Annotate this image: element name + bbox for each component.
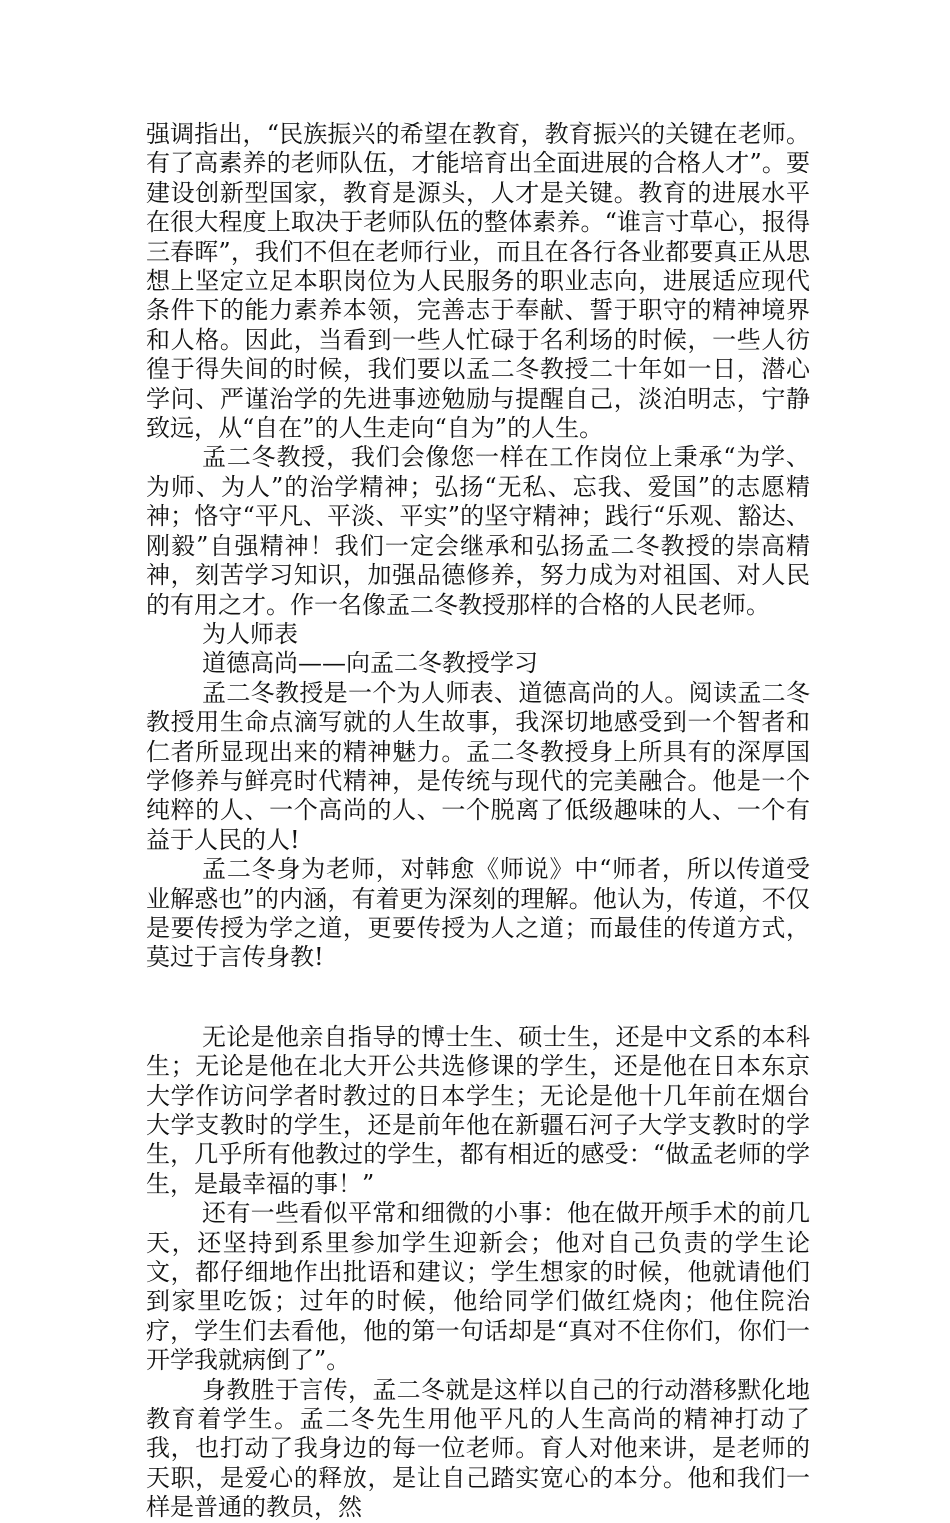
paragraph-4: 孟二冬身为老师，对韩愈《师说》中“师者，所以传道受业解惑也”的内涵，有着更为深刻的理解。他认为，传道，不仅是要传授为学之道，更要传授为人之道；而最佳的传道方式，莫过于言传身教!: [146, 855, 810, 972]
paragraph-5: 无论是他亲自指导的博士生、硕士生，还是中文系的本科生；无论是他在北大开公共选修课的学生，还是他在日本东京大学作访问学者时教过的日本学生；无论是他十几年前在烟台大学支教时的学生，还是前年他在新疆石河子大学支教时的学生，几乎所有他教过的学生，都有相近的感受：“做孟老师的学生，是最幸福的事！”: [146, 1022, 810, 1198]
paragraph-1: 强调指出，“民族振兴的希望在教育，教育振兴的关键在老师。有了高素养的老师队伍，才能培育出全面进展的合格人才”。要建设创新型国家，教育是源头，人才是关键。教育的进展水平在很大程度上取决于老师队伍的整体素养。“谁言寸草心，报得三春晖”，我们不但在老师行业，而且在各行各业都要真正从思想上坚定立足本职岗位为人民服务的职业志向，进展适应现代条件下的能力素养本领，完善志于奉献、誓于职守的精神境界和人格。因此，当看到一些人忙碌于名利场的时候，一些人彷徨于得失间的时候，我们要以孟二冬教授二十年如一日，潜心学问、严谨治学的先进事迹勉励与提醒自己，淡泊明志，宁静致远，从“自在”的人生走向“自为”的人生。: [146, 120, 810, 443]
document-body: [146, 120, 810, 1523]
paragraph-3: 孟二冬教授是一个为人师表、道德高尚的人。阅读孟二冬教授用生命点滴写就的人生故事，我深切地感受到一个智者和仁者所显现出来的精神魅力。孟二冬教授身上所具有的深厚国学修养与鲜亮时代精神，是传统与现代的完美融合。他是一个纯粹的人、一个高尚的人、一个脱离了低级趣味的人、一个有益于人民的人!: [146, 678, 810, 854]
paragraph-2: 孟二冬教授，我们会像您一样在工作岗位上秉承“为学、为师、为人”的治学精神；弘扬“无私、忘我、爱国”的志愿精神；恪守“平凡、平淡、平实”的坚守精神；践行“乐观、豁达、刚毅”自强精神！我们一定会继承和弘扬孟二冬教授的崇高精神，刻苦学习知识，加强品德修养，努力成为对祖国、对人民的有用之才。作一名像孟二冬教授那样的合格的人民老师。: [146, 443, 810, 619]
paragraph-7: 身教胜于言传，孟二冬就是这样以自己的行动潜移默化地教育着学生。孟二冬先生用他平凡的人生高尚的精神打动了我，也打动了我身边的每一位老师。育人对他来讲，是老师的天职，是爱心的释放，是让自己踏实宽心的本分。他和我们一样是普通的教员，然: [146, 1375, 810, 1522]
paragraph-6: 还有一些看似平常和细微的小事：他在做开颅手术的前几天，还坚持到系里参加学生迎新会；他对自己负责的学生论文，都仔细地作出批语和建议；学生想家的时候，他就请他们到家里吃饭；过年的时候，他给同学们做红烧肉；他住院治疗，学生们去看他，他的第一句话却是“真对不住你们，你们一开学我就病倒了”。: [146, 1199, 810, 1375]
section-heading-1: 为人师表: [202, 619, 298, 648]
section-heading-2: 道德高尚——向孟二冬教授学习: [202, 649, 538, 678]
blank-gap: [146, 973, 810, 1023]
